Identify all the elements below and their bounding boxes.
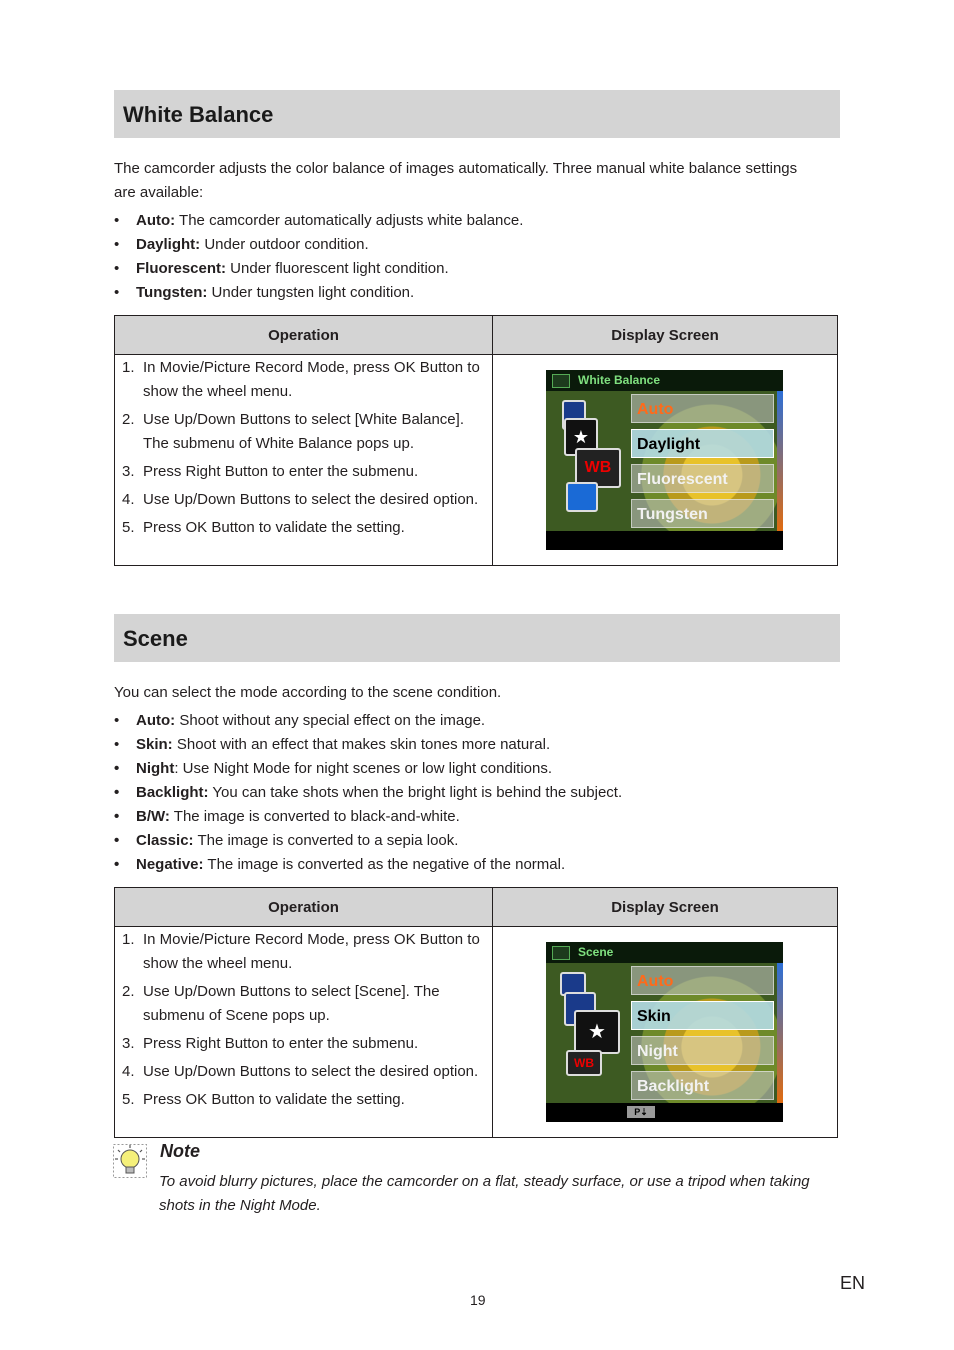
star-moon-icon: ★ <box>564 418 598 456</box>
scene-steps <box>115 928 492 1112</box>
list-item: • Daylight: Under outdoor condition. <box>114 236 369 253</box>
scene-heading: Scene <box>123 626 188 651</box>
note-title: Note <box>160 1141 200 1161</box>
lightbulb-icon <box>113 1144 147 1178</box>
white-balance-options-list <box>114 209 834 305</box>
step-item: 3. Press Right Button to enter the submenu. <box>122 463 419 480</box>
screen-title: Scene <box>578 945 614 959</box>
step-item: 4. Use Up/Down Buttons to select the desired option. <box>122 491 479 508</box>
list-item: • Backlight: You can take shots when the bright light is behind the subject. <box>114 784 623 801</box>
screen-option: Night <box>631 1036 774 1065</box>
column-header-operation: Operation <box>115 316 493 355</box>
wb-icon: WB <box>575 448 621 488</box>
screen-option: Tungsten <box>631 499 774 528</box>
column-header-operation: Operation <box>115 888 493 927</box>
white-balance-steps <box>115 356 492 540</box>
scene-display-screen <box>546 942 783 1122</box>
list-item: • Tungsten: Under tungsten light condition. <box>114 284 415 301</box>
screen-option: Fluorescent <box>631 464 774 493</box>
screen-option: Backlight <box>631 1071 774 1100</box>
white-balance-heading: White Balance <box>123 102 274 127</box>
option-desc: Under fluorescent light condition. <box>226 260 449 277</box>
screen-option-selected: Skin <box>631 1001 774 1030</box>
page-badge: P⇣ <box>627 1106 655 1118</box>
scene-operation-table <box>114 887 838 1138</box>
white-balance-intro: The camcorder adjusts the color balance of images automatically. Three manual white balance settings are available: <box>114 160 798 201</box>
star-moon-icon: ★ <box>574 1010 620 1054</box>
list-item: • Fluorescent: Under fluorescent light condition. <box>114 260 449 277</box>
step-item: 2. Use Up/Down Buttons to select [Scene]. The submenu of Scene pops up. <box>122 983 440 1024</box>
option-term: Daylight: <box>136 236 201 253</box>
scene-heading-bar <box>114 614 840 662</box>
list-item: • B/W: The image is converted to black-and-white. <box>114 808 460 825</box>
step-item: 1. In Movie/Picture Record Mode, press OK Button to show the wheel menu. <box>122 931 480 972</box>
list-item: • Auto: Shoot without any special effect on the image. <box>114 712 486 729</box>
step-item: 5. Press OK Button to validate the setting. <box>122 1091 405 1108</box>
screen-option: Auto <box>631 966 774 995</box>
option-term: Auto: <box>136 212 176 229</box>
list-item: • Negative: The image is converted as the negative of the normal. <box>114 856 566 873</box>
white-balance-display-screen <box>546 370 783 550</box>
column-header-display: Display Screen <box>493 888 838 927</box>
screen-title: White Balance <box>578 373 661 387</box>
option-term: Tungsten: <box>136 284 208 301</box>
scene-options-list <box>114 709 834 877</box>
screen-option: Auto <box>631 394 774 423</box>
screen-option-selected: Daylight <box>631 429 774 458</box>
option-desc: The camcorder automatically adjusts white balance. <box>175 212 524 229</box>
white-balance-heading-bar <box>114 90 840 138</box>
scene-intro: You can select the mode according to the scene condition. <box>114 684 502 701</box>
step-item: 3. Press Right Button to enter the submenu. <box>122 1035 419 1052</box>
step-item: 2. Use Up/Down Buttons to select [White Balance]. The submenu of White Balance pops up. <box>122 411 464 452</box>
page-number: 19 <box>470 1292 486 1308</box>
movie-icon <box>552 374 570 388</box>
list-item: • Night: Use Night Mode for night scenes or low light conditions. <box>114 760 553 777</box>
column-header-display: Display Screen <box>493 316 838 355</box>
step-item: 4. Use Up/Down Buttons to select the desired option. <box>122 1063 479 1080</box>
list-item: • Classic: The image is converted to a sepia look. <box>114 832 459 849</box>
list-item: • Skin: Shoot with an effect that makes skin tones more natural. <box>114 736 551 753</box>
option-desc: Under outdoor condition. <box>200 236 369 253</box>
option-term: Fluorescent: <box>136 260 227 277</box>
option-desc: Under tungsten light condition. <box>207 284 415 301</box>
movie-icon <box>552 946 570 960</box>
step-item: 5. Press OK Button to validate the setting. <box>122 519 405 536</box>
note-text: To avoid blurry pictures, place the camcorder on a flat, steady surface, or use a tripod when taking shots in the Night Mode. <box>159 1173 810 1214</box>
wb-icon: WB <box>566 1050 602 1076</box>
language-tag: EN <box>840 1273 866 1293</box>
step-item: 1. In Movie/Picture Record Mode, press OK Button to show the wheel menu. <box>122 359 480 400</box>
white-balance-operation-table <box>114 315 838 566</box>
exposure-icon <box>566 482 598 512</box>
list-item: • Auto: The camcorder automatically adjusts white balance. <box>114 212 524 229</box>
